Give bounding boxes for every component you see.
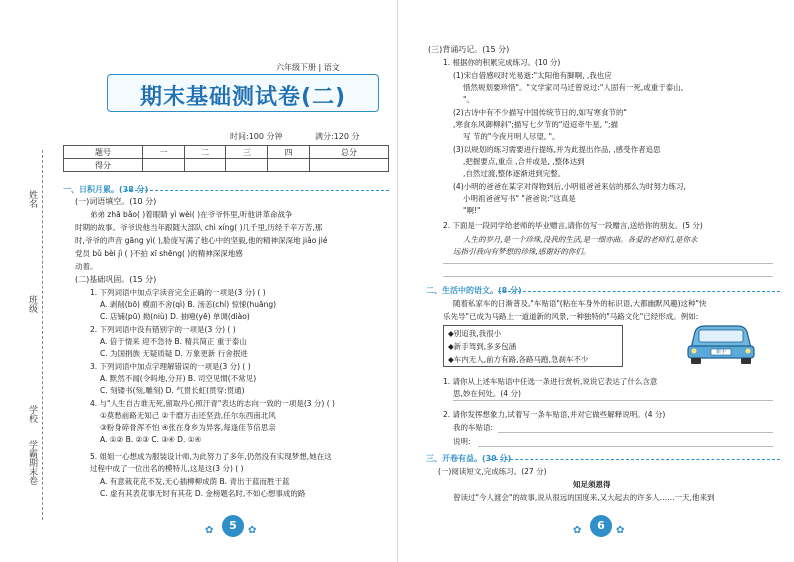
right-page — [397, 0, 794, 562]
score-input-cell[interactable] — [226, 159, 268, 172]
fill-line: (4)小明的爸爸在某字对得物到后,小明祖爸爸来信的那么为时努力练习, — [453, 182, 686, 191]
flower-icon: ✿ — [248, 525, 257, 536]
option-line: A. 有意栽花花不发,无心插柳柳成荫 B. 青出于蓝而胜于蓝 — [100, 477, 290, 486]
option-line: A. 倍于情来 迎不急待 B. 精兵简正 重于泰山 — [100, 337, 247, 346]
section-divider — [490, 459, 780, 460]
score-cell: 总分 — [310, 146, 389, 159]
slogan-item: ◆新手驾到,多多包涵 — [448, 342, 517, 351]
side-label-school: 学校 — [27, 405, 37, 423]
option-line: A. 默然不闻(令吗地,分开) B. 司空见惯(不常见) — [100, 374, 257, 383]
score-table — [63, 145, 389, 172]
cut-line — [42, 150, 43, 520]
question-5-cont: 过程中成了一位出名的模特儿,这是这(3 分) ( ) — [90, 464, 244, 473]
flower-icon: ✿ — [573, 525, 582, 536]
question-5: 5. 姐姐一心想成为服装设计师,为此努力了多年,仍然没有实现梦想,她在这 — [90, 452, 332, 461]
time-limit: 时间:100 分钟 — [230, 132, 283, 141]
title-banner — [107, 74, 379, 112]
fill-line: "啊!" — [463, 206, 481, 215]
page-number: 6 — [590, 515, 612, 537]
flower-icon: ✿ — [205, 525, 214, 536]
option-line: C. 虚有其表花事无时有其花 D. 金榜题名时,不如心想事成的路 — [100, 489, 306, 498]
life-intro: 乐先导"已成为马路上一道道新的风景,一种独特的"马路文化"已经形成。例如: — [443, 312, 699, 321]
article-text: 曾读过"今人渡会"的故事,说从很远的国度来,又大起去的许多人……一天,他来到 — [453, 493, 715, 502]
slogan-item: ◆车内无人,前方有路,各路马跑,急刹车不少 — [448, 355, 589, 364]
question-3: 3. 下列词语中加点字理解错误的一项是(3 分) ( ) — [90, 362, 251, 371]
page-number: 5 — [222, 515, 244, 537]
fill-paragraph-line: 时期的故事。爷爷说他当年跟随大部队 chì xíng( )几千里,历经千辛万苦,那 — [75, 223, 323, 232]
option-line: C. 店铺(pū) 拗(niù) D. 抽噎(yē) 单调(diào) — [100, 312, 250, 321]
score-table-header-row — [64, 146, 389, 159]
option-line: C. 刻镂书(刻,雕刻) D. 气贯长虹(贯穿:贯通) — [100, 386, 245, 395]
my-slogan-label: 我的车贴语: — [453, 423, 494, 432]
side-strip — [0, 150, 48, 520]
side-label-name: 姓名 — [27, 190, 37, 208]
section-2-title: 二、生活中的语文。(8 分) — [426, 286, 522, 295]
car-icon — [685, 318, 757, 366]
fill-paragraph-line: 时,爷爷的声音 gāng yì( ),脸庞写满了他心中的坚毅,他的精神深深地 jiǎo jié — [75, 236, 328, 245]
score-input-cell[interactable] — [184, 159, 226, 172]
section-1-title: 一、日积月累。(38 分) — [63, 185, 149, 194]
slogan-item: ◆别追我,我很小 — [448, 329, 502, 338]
my-slogan-input[interactable] — [498, 432, 773, 433]
option-line: A. ①② B. ②③ C. ③④ D. ①④ — [100, 435, 202, 444]
question-2: 2. 下列词语中没有错别字的一项是(3 分) ( ) — [90, 325, 236, 334]
score-cell: 得分 — [64, 159, 143, 172]
option-line: C. 为国捐族 无疑质疑 D. 万象更新 行舍抿进 — [100, 349, 248, 358]
score-input-cell[interactable] — [310, 159, 389, 172]
score-cell: 三 — [226, 146, 268, 159]
fill-line: 小明祖爸爸写书" "爸爸说:"这真是 — [463, 194, 576, 203]
explanation-input[interactable] — [478, 446, 773, 447]
option-line: ①莫愁前路无知己 ②千磨万击还坚劲,任尔东西南北风 — [100, 411, 276, 420]
score-table-score-row — [64, 159, 389, 172]
question-a2: 2. 下面是一段同学给老师的毕业赠言,请你仿写一段赠言,送给你的朋友。(5 分) — [443, 221, 703, 230]
fill-line: "。 — [463, 95, 474, 104]
article-title: 知足须恩得 — [573, 480, 611, 489]
score-cell: 四 — [268, 146, 310, 159]
question-1: 1. 下列词语中加点字读音完全正确的一项是(3 分) ( ) — [90, 288, 266, 297]
answer-line[interactable] — [443, 276, 773, 277]
subsection-title: (一)阅读短文,完成练习。(27 分) — [438, 467, 547, 476]
flower-icon: ✿ — [616, 525, 625, 536]
full-score: 满分:120 分 — [315, 132, 360, 141]
side-label-book: 学霸期末卷 — [27, 440, 37, 485]
fill-line: 写 节的"今夜月明人尽望, "。 — [463, 132, 560, 141]
quote-line: 远指引我向有梦想的珍珠,感谢好的你们。 — [453, 247, 591, 256]
score-cell: 一 — [142, 146, 184, 159]
score-input-cell[interactable] — [142, 159, 184, 172]
subsection-title: (三)背诵巧记。(15 分) — [428, 45, 510, 54]
life-intro: 随着私家车的日渐普及,"车贴语"(粘在车身外的标识语,大都幽默风趣)这种"快 — [453, 299, 707, 308]
answer-line[interactable] — [443, 263, 773, 264]
section-divider — [498, 291, 780, 292]
fill-line: (3)以规划的练习需要进行提练,并为此提出作品, ,感受作者追思 — [453, 145, 661, 154]
option-line: A. 剥削(bō) 模面不舍(qì) B. 汤恙(chí) 惊悚(huāng) — [100, 300, 277, 309]
question-4: 4. 与"人生自古谁无死,留取丹心照汗青"表达的志向一致的一项是(3 分) ( ) — [90, 399, 335, 408]
fill-paragraph-line: 弟弟 zhā bǎo( )着眼睛 yì wèi( )在爷爷怀里,听他讲革命战争 — [90, 210, 293, 219]
answer-line[interactable] — [453, 400, 773, 401]
question-a1: 1. 根据你的积累完成练习。(10 分) — [443, 58, 561, 67]
subsection-title: (二)基础巩固。(15 分) — [75, 275, 157, 284]
fill-line: (1)宋自借感叹时光易逝:"太阳他有脚啊, ,我也应 — [453, 71, 612, 80]
option-line: ③粉身碎骨浑不怕 ④张在身乡为异客,每逢佳节倍思亲 — [100, 423, 276, 432]
side-label-class: 班级 — [27, 295, 37, 313]
subsection-title: (一)词语填空。(10 分) — [75, 197, 157, 206]
fill-line: (2)古诗中有不少描写中国传统节日的,如写寒食节的" — [453, 108, 627, 117]
section-divider — [125, 190, 389, 191]
grade-subject-tag: 六年级下册 | 语文 — [276, 63, 340, 72]
life-question-1: 1. 请你从上述车贴语中任选一条进行赏析,说说它表达了什么含意 — [443, 377, 658, 386]
fill-line: ,寒食东风御柳斜";描写七夕节的"迢迢牵牛星, ";描 — [453, 120, 619, 129]
fill-line: 惜然规划要珍惜"。"文学家司马迁曾说过:"人固有一死,或重于泰山, — [463, 83, 684, 92]
score-cell: 题号 — [64, 146, 143, 159]
fill-paragraph-line: 动着。 — [75, 262, 98, 271]
score-input-cell[interactable] — [268, 159, 310, 172]
fill-line: ,自然过渡,整体逐渐进到完整。 — [463, 169, 566, 178]
life-question-2: 2. 请你发挥想象力,试着写一条车贴语,并对它做些解释说明。(4 分) — [443, 410, 666, 419]
car-illustration — [685, 318, 757, 366]
fill-paragraph-line: 党员 bǔ bèi jì ( )不拍 xī shēng( )的精神深深地感 — [75, 249, 243, 258]
explanation-label: 说明: — [453, 437, 471, 446]
car-plate-text: 新手 — [715, 349, 726, 355]
life-question-1-cont: 思,妙在何处。(4 分) — [453, 389, 521, 398]
score-cell: 二 — [184, 146, 226, 159]
section-3-title: 三、开卷有益。(39 分) — [426, 454, 512, 463]
page-title: 期末基础测试卷(二) — [139, 85, 347, 110]
fill-line: ,把握要点,重点 ,合并或是, ,整体达到 — [463, 157, 585, 166]
quote-line: 人生的岁月,是一个珍珠,没我的生活,是一细亦曲。各爱的老师们,是你永 — [463, 235, 698, 244]
